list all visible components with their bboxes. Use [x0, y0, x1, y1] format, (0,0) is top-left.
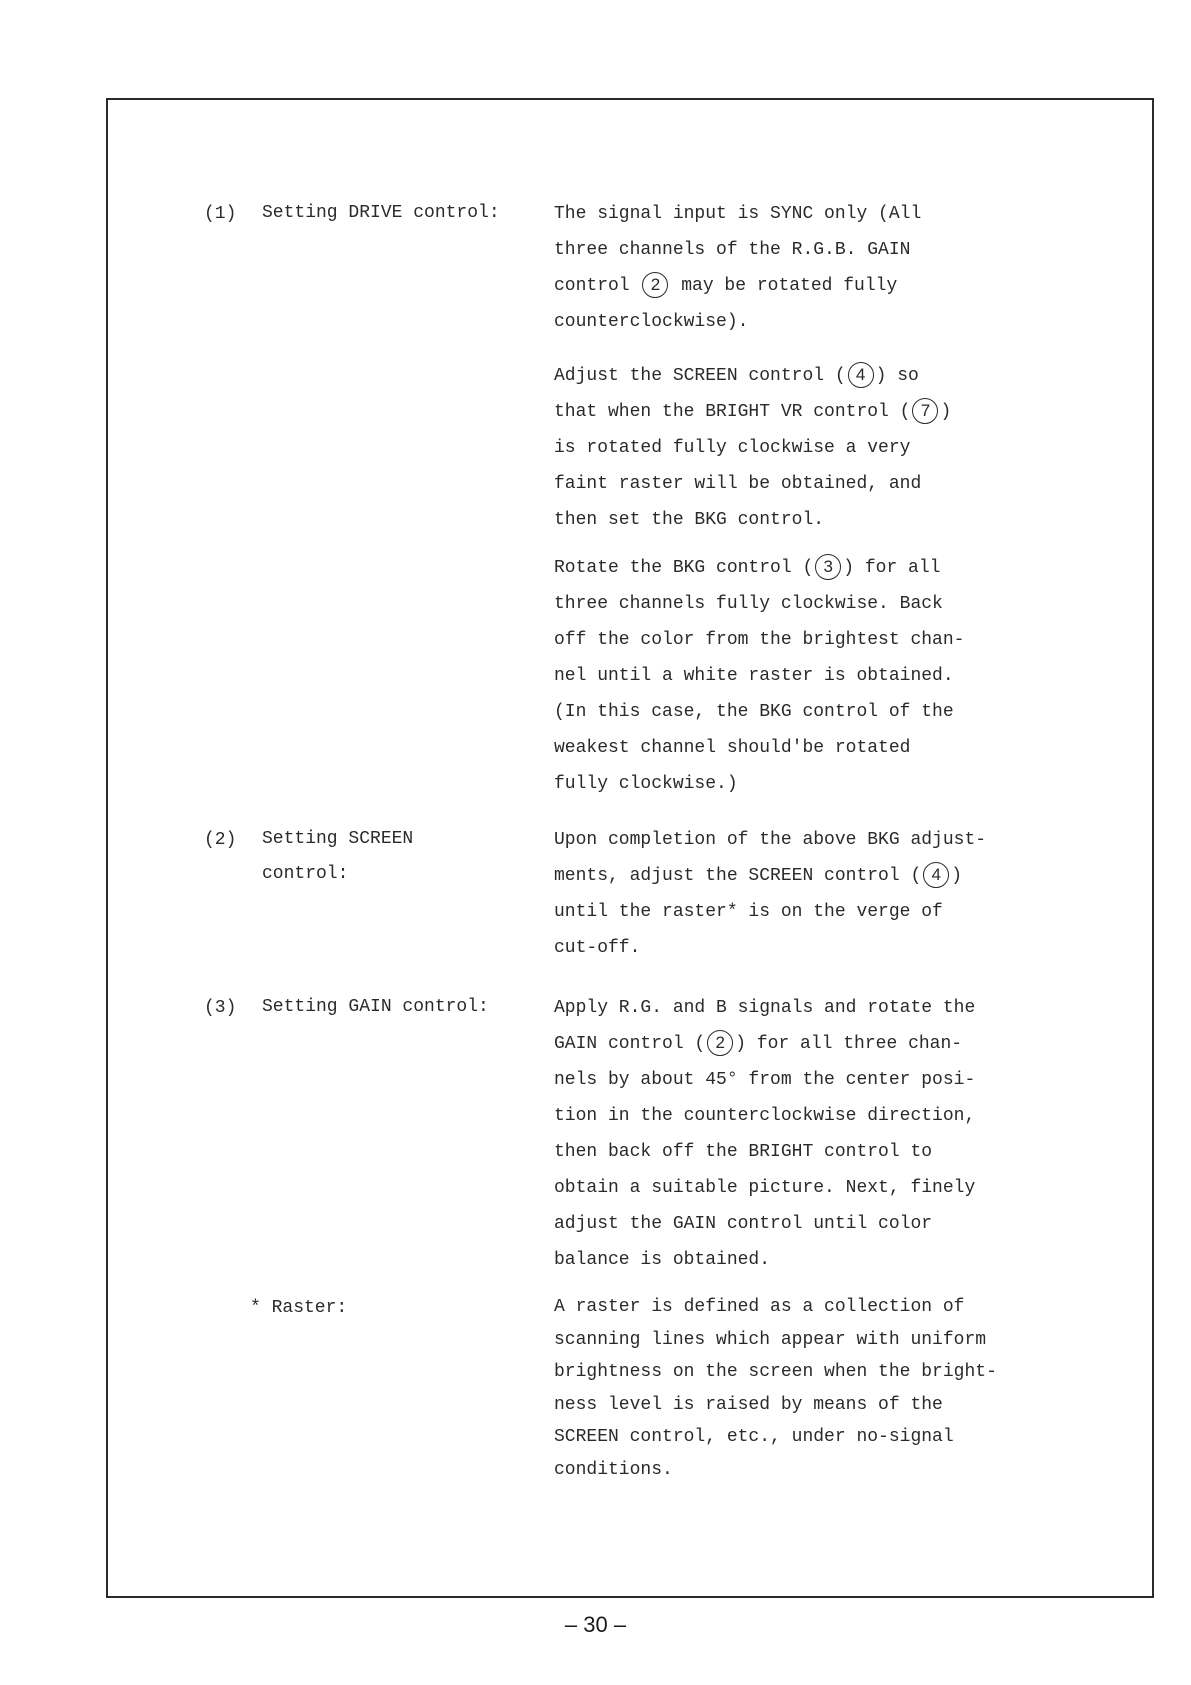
paragraph-line: three channels of the R.G.B. GAIN [554, 240, 911, 260]
paragraph-line: until the raster* is on the verge of [554, 902, 943, 922]
paragraph-line: fully clockwise.) [554, 774, 738, 794]
paragraph-line: scanning lines which appear with uniform [554, 1329, 987, 1350]
paragraph-line: nel until a white raster is obtained. [554, 666, 954, 686]
paragraph-line: Apply R.G. and B signals and rotate the [554, 998, 976, 1018]
paragraph-line: then back off the BRIGHT control to [554, 1142, 933, 1162]
paragraph-line: ments, adjust the SCREEN control ( 4 ) [554, 858, 1074, 894]
paragraph-line: GAIN control ( 2 ) for all three chan- [554, 1026, 1074, 1062]
paragraph-line: SCREEN control, etc., under no-signal [554, 1427, 954, 1447]
paragraph-line: Upon completion of the above BKG adjust- [554, 830, 987, 850]
paragraph-line: faint raster will be obtained, and [554, 474, 922, 494]
paragraph-line: Rotate the BKG control ( 3 ) for all [554, 550, 1074, 586]
paragraph-line: A raster is defined as a collection of [554, 1297, 965, 1317]
paragraph-line: cut-off. [554, 938, 641, 958]
paragraph-line: ness level is raised by means of the [554, 1394, 943, 1415]
section-number: (3) [204, 998, 237, 1018]
page-number: – 30 – [564, 1612, 627, 1637]
circled-number: 3 [815, 554, 841, 580]
section-number: (1) [204, 204, 237, 224]
paragraph-line: tion in the counterclockwise direction, [554, 1106, 976, 1126]
paragraph-line: balance is obtained. [554, 1250, 771, 1270]
paragraph-line: counterclockwise). [554, 312, 749, 332]
paragraph-line: nels by about 45° from the center posi- [554, 1070, 976, 1090]
paragraph-line: obtain a suitable picture. Next, finely [554, 1178, 976, 1198]
body-paragraph [554, 550, 1074, 802]
circled-number: 4 [923, 862, 949, 888]
section-label [262, 822, 413, 892]
section-label-line: Setting SCREEN [262, 829, 414, 849]
body-paragraph [554, 990, 1074, 1278]
body-paragraph [554, 358, 1074, 538]
circled-number: 2 [707, 1030, 733, 1056]
section-label-line: Setting GAIN control: [262, 997, 489, 1017]
circled-number: 4 [848, 362, 874, 388]
paragraph-line: off the color from the brightest chan- [554, 630, 965, 650]
paragraph-line: conditions. [554, 1459, 673, 1480]
body-paragraph [554, 1291, 1074, 1486]
section-label [250, 1291, 347, 1326]
paragraph-line: The signal input is SYNC only (All [554, 204, 922, 224]
paragraph-line: brightness on the screen when the bright- [554, 1362, 997, 1382]
body-paragraph [554, 196, 1074, 340]
paragraph-line: (In this case, the BKG control of the [554, 702, 954, 722]
section-label-line: Setting DRIVE control: [262, 203, 500, 223]
section-number: (2) [204, 830, 237, 850]
body-paragraph [554, 822, 1074, 966]
paragraph-line: weakest channel should'be rotated [554, 738, 911, 758]
section-label [262, 196, 500, 231]
circled-number: 7 [912, 398, 938, 424]
paragraph-line: three channels fully clockwise. Back [554, 594, 943, 614]
paragraph-line: that when the BRIGHT VR control ( 7 ) [554, 394, 1074, 430]
section-label-line: * Raster: [250, 1298, 348, 1318]
paragraph-line: adjust the GAIN control until color [554, 1214, 933, 1234]
paragraph-line: is rotated fully clockwise a very [554, 438, 911, 458]
paragraph-line: then set the BKG control. [554, 510, 825, 530]
paragraph-line: Adjust the SCREEN control ( 4 ) so [554, 358, 1074, 394]
section-label [262, 990, 489, 1025]
paragraph-line: control 2 may be rotated fully [554, 268, 1074, 304]
circled-number: 2 [642, 272, 668, 298]
section-label-line: control: [262, 864, 349, 884]
